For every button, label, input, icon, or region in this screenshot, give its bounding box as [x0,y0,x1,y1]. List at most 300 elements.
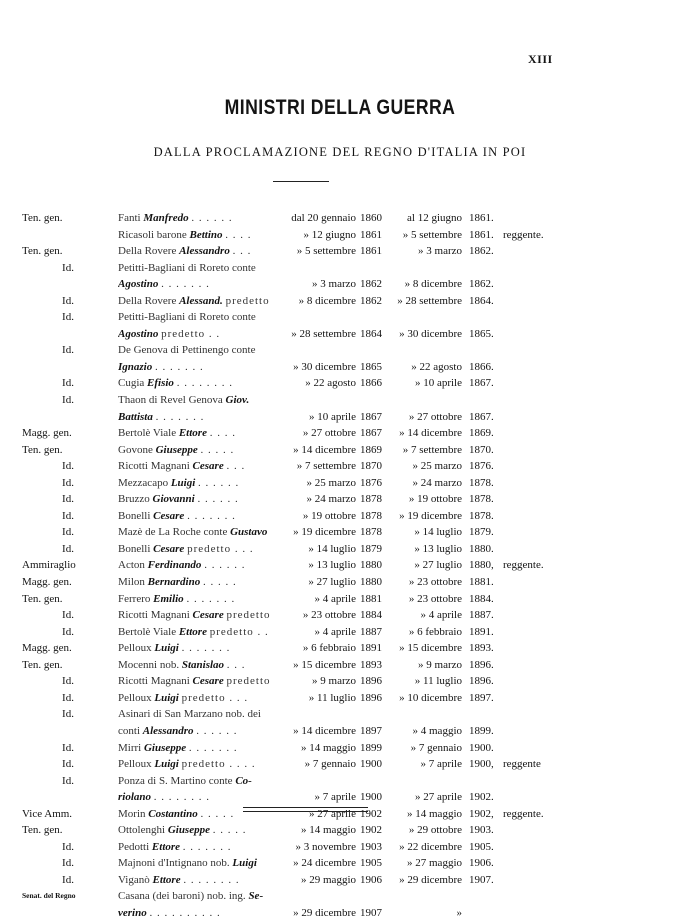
name-cell [118,524,280,541]
start-date: » 3 novembre [295,840,356,853]
ministers-list [0,210,680,922]
given-name: Costantino [148,807,198,820]
end-date: » 28 settembre [397,294,462,307]
name-cell [118,375,280,392]
minister-row [0,657,680,674]
rank-cell: Id. [62,294,74,307]
given-name: Luigi [154,758,179,771]
start-date: » 10 aprile [308,410,356,423]
start-year: 1907 [360,906,382,919]
name-lead: Petitti-Bagliani di Roreto conte [118,311,256,324]
minister-row [0,524,680,541]
minister-row [0,690,680,707]
given-name: Luigi [154,642,179,655]
name-cell [118,210,280,227]
rank-cell: Magg. gen. [22,576,72,589]
name-cell [118,789,280,806]
leader-dots: predetto . . . . [181,758,256,771]
end-date: » 19 ottobre [408,493,462,506]
start-date: » 7 aprile [314,791,356,804]
leader-dots: predetto . . . [187,542,254,555]
minister-row [0,293,680,310]
name-lead: Viganò [118,873,153,886]
name-lead: Pedotti [118,840,152,853]
given-name: Alessand. [179,294,223,307]
name-lead: Ricotti Magnani [118,460,193,473]
end-date: » [456,906,462,919]
rank-cell: Id. [62,625,74,638]
end-year: 1897. [469,691,494,704]
end-divider [243,807,368,812]
start-date: » 3 marzo [312,278,356,291]
name-cell [118,706,280,723]
rank-cell: Vice Amm. [22,807,73,820]
row-note: reggente. [503,228,544,241]
given-name: Ettore [152,873,181,886]
given-name: Bettino [189,228,223,241]
minister-row [0,227,680,244]
name-cell [118,342,280,359]
name-cell [118,409,280,426]
given-name: Emilio [153,592,184,605]
name-cell [118,640,280,657]
start-date: » 14 maggio [301,741,356,754]
start-year: 1880 [360,576,382,589]
leader-dots: predetto [226,675,271,688]
start-date: » 24 marzo [306,493,356,506]
leader-dots: predetto . . . [181,691,249,704]
name-cell [118,839,280,856]
end-year: 1905. [469,840,494,853]
end-year: 1902. [469,791,494,804]
given-name: Giuseppe [143,741,187,754]
end-date: al 12 giugno [407,212,462,224]
leader-dots: . . . . . . . [155,410,205,423]
name-lead: conti [118,724,143,737]
given-name: Luigi [170,476,196,489]
minister-row [0,839,680,856]
end-date: » 25 marzo [412,460,462,473]
end-year: 1887. [469,609,494,622]
leader-dots: predetto . . [209,625,269,638]
name-lead: Casana (dei baroni) nob. ing. [118,890,249,903]
rank-cell: Id. [62,857,74,870]
end-year: 1861. [469,228,494,241]
name-lead: Ricasoli barone [118,228,190,241]
given-name: Cesare [153,509,185,522]
rank-cell: Id. [62,741,74,754]
minister-row [0,359,680,376]
name-lead: Ricotti Magnani [118,609,193,622]
given-name: Ettore [151,840,181,853]
minister-row [0,442,680,459]
name-cell [118,227,280,244]
given-name: Alessandro [142,724,194,737]
start-date: » 9 marzo [312,675,356,688]
end-date: » 14 dicembre [399,427,462,440]
leader-dots: . . . . . . [197,493,239,506]
given-name: Giuseppe [155,443,198,456]
row-note: reggente. [503,559,544,572]
name-cell [118,475,280,492]
start-year: 1881 [360,592,382,605]
given-name: verino [118,906,147,919]
page-number: XIII [528,52,553,66]
name-cell [118,491,280,508]
end-year: 1878. [469,493,494,506]
given-name: Stanislao [181,658,225,671]
name-cell [118,293,280,310]
end-date: » 8 dicembre [404,278,462,291]
end-date: » 14 maggio [407,807,462,820]
rank-cell: Ten. gen. [22,443,63,456]
end-year: 1884. [469,592,494,605]
end-date: » 27 luglio [414,559,462,572]
name-cell [118,690,280,707]
minister-row [0,773,680,790]
name-lead: Cugia [118,377,148,390]
name-cell [118,574,280,591]
start-year: 1869 [360,443,382,456]
end-date: » 3 marzo [418,245,462,258]
rank-cell: Id. [62,708,74,721]
start-date: » 7 settembre [296,460,356,473]
start-date: » 4 aprile [314,625,356,638]
given-name: Giovanni [152,493,195,506]
end-date: » 24 marzo [412,476,462,489]
end-year: 1900. [469,741,494,754]
minister-row [0,607,680,624]
rank-cell: Id. [62,394,74,407]
name-lead: Mazè de La Roche conte [118,526,231,539]
end-year: 1907. [469,873,494,886]
start-year: 1897 [360,724,382,737]
title-divider [273,181,329,182]
name-cell [118,657,280,674]
given-name: Gustavo [230,526,268,539]
rank-cell: Ten. gen. [22,824,63,837]
end-date: » 27 ottobre [408,410,462,423]
minister-row [0,574,680,591]
start-year: 1862 [360,278,382,291]
minister-row [0,673,680,690]
end-year: 1903. [469,824,494,837]
end-year: 1861. [469,212,494,224]
rank-cell: Id. [62,261,74,274]
name-cell [118,309,280,326]
start-year: 1896 [360,691,382,704]
minister-row [0,789,680,806]
name-cell [118,905,280,922]
leader-dots: . . . . . . . [161,278,210,291]
given-name: Se- [248,890,264,903]
start-year: 1896 [360,675,382,688]
name-lead: Ferrero [118,592,154,605]
name-cell [118,392,280,409]
name-lead: Thaon di Revel Genova [118,394,226,407]
start-year: 1880 [360,559,382,572]
rank-cell: Ten. gen. [22,245,63,258]
end-year: 1881. [469,576,494,589]
minister-row [0,342,680,359]
end-date: » 9 marzo [418,658,462,671]
given-name: Giov. [225,394,250,407]
rank-cell: Ten. gen. [22,592,63,605]
leader-dots: . . . . [225,228,252,241]
name-cell [118,442,280,459]
minister-row [0,905,680,922]
leader-dots: . . . . . . . . [183,873,240,886]
end-year: 1869. [469,427,494,440]
minister-row [0,491,680,508]
given-name: Cesare [192,609,224,622]
start-year: 1878 [360,493,382,506]
start-date: » 22 agosto [305,377,356,390]
start-year: 1884 [360,609,382,622]
name-lead: Bruzzo [118,493,153,506]
name-cell [118,591,280,608]
rank-cell: Magg. gen. [22,642,72,655]
rank-cell: Id. [62,758,74,771]
start-year: 1870 [360,460,382,473]
start-date: » 14 dicembre [293,443,356,456]
rank-cell: Id. [62,840,74,853]
name-cell [118,756,280,773]
end-year: 1879. [469,526,494,539]
name-lead: Mezzacapo [118,476,171,489]
end-date: » 10 dicembre [399,691,462,704]
end-date: » 23 ottobre [408,592,462,605]
end-date: » 29 ottobre [408,824,462,837]
name-lead: De Genova di Pettinengo conte [118,344,256,357]
name-cell [118,359,280,376]
leader-dots: . . . [232,245,252,258]
name-cell [118,773,280,790]
end-date: » 11 luglio [414,675,462,688]
given-name: Alessandro [179,245,230,258]
start-date: » 13 luglio [308,559,356,572]
minister-row [0,392,680,409]
start-date: dal 20 gennaio [291,212,356,224]
start-date: » 4 aprile [314,592,356,605]
start-date: » 27 aprile [308,807,356,820]
name-cell [118,458,280,475]
start-date: » 29 dicembre [293,906,356,919]
rank-cell: Id. [62,873,74,886]
minister-row [0,276,680,293]
end-date: » 27 aprile [414,791,462,804]
start-year: 1866 [360,377,382,390]
start-date: » 14 maggio [301,824,356,837]
given-name: riolano [118,791,152,804]
end-date: » 22 agosto [411,360,462,373]
given-name: Agostino [118,327,159,340]
leader-dots: . . . . . . . [181,642,231,655]
minister-row [0,508,680,525]
minister-row [0,888,680,905]
name-cell [118,557,280,574]
end-year: 1899. [469,724,494,737]
start-date: » 19 ottobre [302,509,356,522]
name-lead: Pelloux [118,691,155,704]
minister-row [0,822,680,839]
leader-dots: . . . . . . . [187,509,236,522]
minister-row [0,475,680,492]
rank-cell: Id. [62,377,74,390]
end-date: » 10 aprile [414,377,462,390]
start-year: 1900 [360,791,382,804]
name-lead: Mocenni nob. [118,658,182,671]
start-date: » 11 luglio [308,691,356,704]
rank-cell: Senat. del Regno [22,891,76,901]
given-name: Agostino [118,278,159,291]
end-year: 1864. [469,294,494,307]
end-year: 1865. [469,327,494,340]
leader-dots: . . . . . . [196,724,238,737]
name-cell [118,673,280,690]
name-lead: Bonelli [118,542,154,555]
start-date: » 28 settembre [291,327,356,340]
name-cell [118,541,280,558]
name-cell [118,276,280,293]
given-name: Manfredo [143,212,189,224]
name-cell [118,872,280,889]
minister-row [0,326,680,343]
name-cell [118,243,280,260]
minister-row [0,740,680,757]
start-date: » 14 dicembre [293,724,356,737]
start-year: 1891 [360,642,382,655]
rank-cell: Magg. gen. [22,427,72,440]
name-lead: Della Rovere [118,294,180,307]
end-year: 1870. [469,443,494,456]
end-date: » 4 aprile [420,609,462,622]
leader-dots: . . . . . [212,824,247,837]
start-year: 1900 [360,758,382,771]
rank-cell: Ten. gen. [22,658,63,671]
name-cell [118,888,280,905]
name-lead: Fanti [118,212,144,224]
minister-row [0,640,680,657]
end-date: » 4 maggio [412,724,462,737]
given-name: Bernardino [147,576,201,589]
end-year: 1891. [469,625,494,638]
leader-dots: . . . . . . . . [176,377,233,390]
minister-row [0,723,680,740]
start-year: 1860 [360,212,382,224]
end-date: » 7 gennaio [410,741,462,754]
given-name: Cesare [192,675,224,688]
rank-cell: Ammiraglio [22,559,76,572]
start-year: 1867 [360,427,382,440]
minister-row [0,756,680,773]
minister-row [0,591,680,608]
leader-dots: . . . . . . [191,212,233,224]
start-year: 1878 [360,509,382,522]
minister-row [0,706,680,723]
end-year: 1906. [469,857,494,870]
given-name: Luigi [154,691,179,704]
rank-cell: Id. [62,609,74,622]
start-date: » 14 luglio [308,542,356,555]
end-date: » 7 aprile [420,758,462,771]
rank-cell: Id. [62,774,74,787]
name-lead: Asinari di San Marzano nob. dei [118,708,261,721]
start-date: » 25 marzo [306,476,356,489]
name-cell [118,723,280,740]
end-year: 1878. [469,509,494,522]
name-lead: Acton [118,559,148,572]
name-lead: Majnoni d'Intignano nob. [118,857,233,870]
leader-dots: . . . . . . . . [153,791,211,804]
rank-cell: Id. [62,526,74,539]
name-lead: Milon [118,576,148,589]
name-cell [118,740,280,757]
given-name: Ettore [178,427,207,440]
rank-cell: Id. [62,344,74,357]
start-year: 1903 [360,840,382,853]
end-year: 1880, [469,559,494,572]
start-year: 1876 [360,476,382,489]
minister-row [0,855,680,872]
name-lead: Ricotti Magnani [118,675,193,688]
end-date: » 23 ottobre [408,576,462,589]
name-lead: Pelloux [118,758,155,771]
given-name: Luigi [232,857,257,870]
name-lead: Bonelli [118,509,154,522]
leader-dots: . . . . . [202,576,237,589]
end-year: 1862. [469,278,494,291]
rank-cell: Id. [62,493,74,506]
start-date: » 7 gennaio [304,758,356,771]
start-date: » 24 dicembre [293,857,356,870]
start-date: » 12 giugno [303,228,356,241]
rank-cell: Id. [62,509,74,522]
end-date: » 7 settembre [402,443,462,456]
end-year: 1876. [469,460,494,473]
given-name: Cesare [153,542,185,555]
given-name: Ettore [178,625,207,638]
start-year: 1867 [360,410,382,423]
end-date: » 27 maggio [407,857,462,870]
minister-row [0,624,680,641]
given-name: Ignazio [118,360,153,373]
end-year: 1896. [469,675,494,688]
name-cell [118,425,280,442]
leader-dots: . . . . . . [204,559,246,572]
end-date: » 19 dicembre [399,509,462,522]
name-lead: Morin [118,807,149,820]
start-date: » 27 luglio [308,576,356,589]
start-date: » 19 dicembre [293,526,356,539]
leader-dots: . . . [226,658,246,671]
rank-cell: Id. [62,691,74,704]
start-year: 1865 [360,360,382,373]
minister-row [0,210,680,227]
start-year: 1899 [360,741,382,754]
leader-dots: . . . . [209,427,236,440]
end-date: » 15 dicembre [399,642,462,655]
minister-row [0,541,680,558]
row-note: reggente. [503,807,544,820]
minister-row [0,375,680,392]
end-year: 1896. [469,658,494,671]
name-cell [118,326,280,343]
name-lead: Bertolè Viale [118,625,179,638]
start-date: » 5 settembre [296,245,356,258]
rank-cell: Id. [62,460,74,473]
end-date: » 29 dicembre [399,873,462,886]
